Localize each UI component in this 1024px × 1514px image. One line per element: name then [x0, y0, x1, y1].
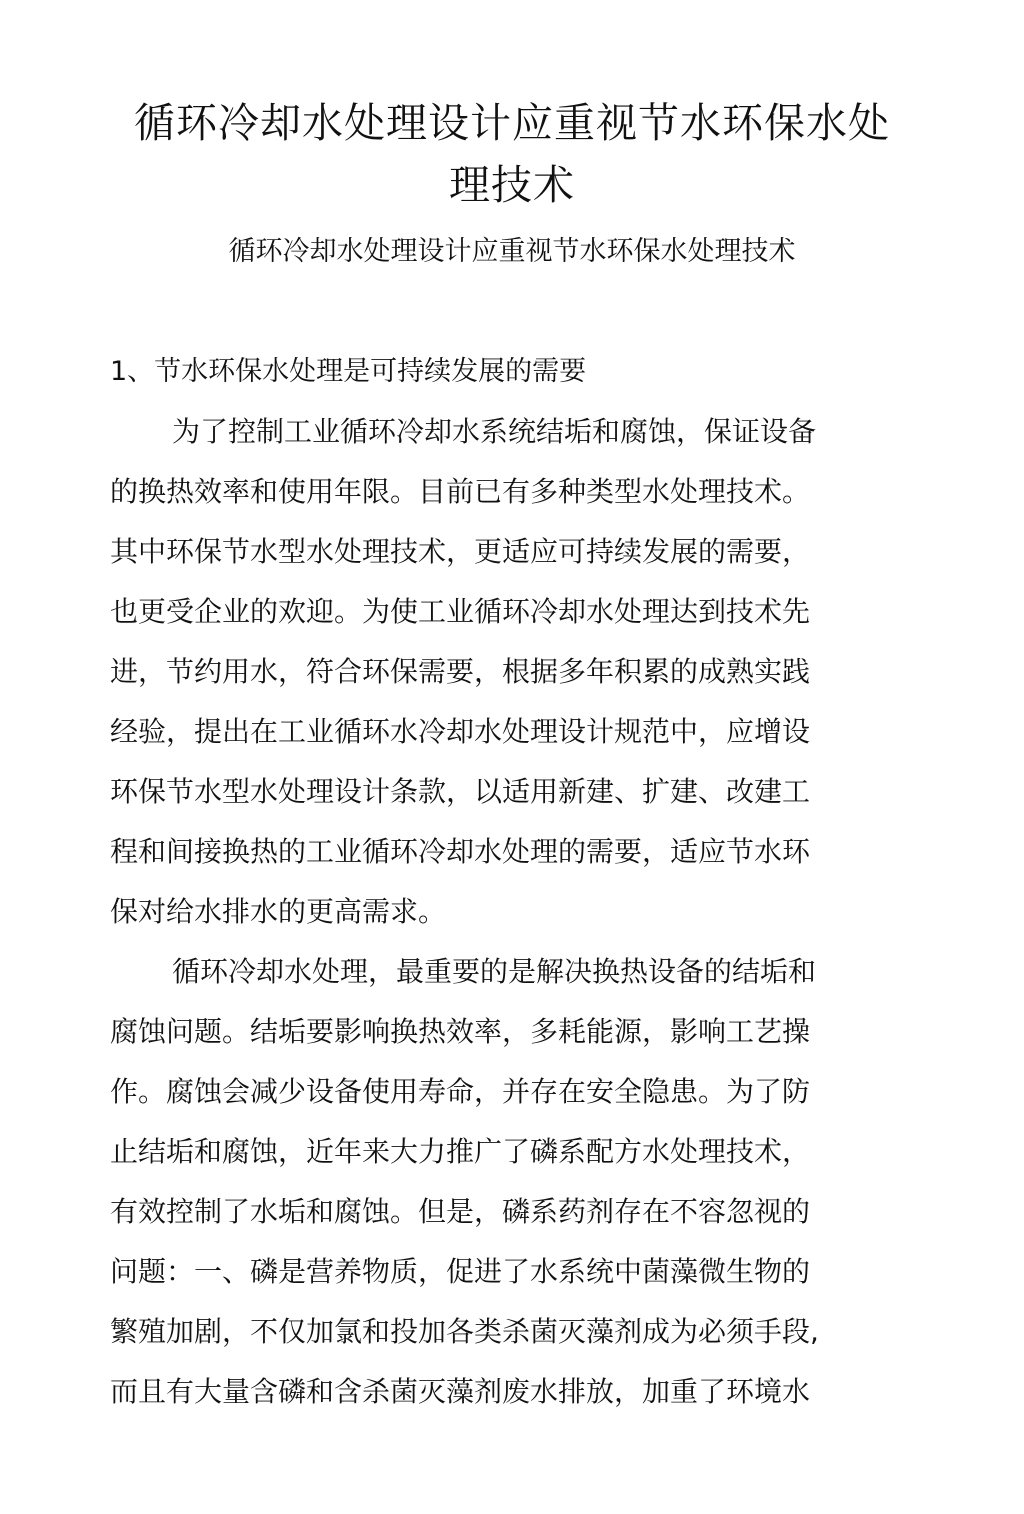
paragraph-1-line: 进，节约用水，符合环保需要，根据多年积累的成熟实践: [110, 655, 811, 688]
paragraph-1-line: 也更受企业的欢迎。为使工业循环冷却水处理达到技术先: [110, 595, 811, 628]
paragraph-2-line: 有效控制了水垢和腐蚀。但是，磷系药剂存在不容忽视的: [110, 1195, 811, 1228]
title-line-1: 循环冷却水处理设计应重视节水环保水处: [134, 99, 890, 147]
paragraph-2-line: 腐蚀问题。结垢要影响换热效率，多耗能源，影响工艺操: [110, 1015, 811, 1048]
document-title: [110, 92, 914, 216]
paragraph-1-line: 环保节水型水处理设计条款，以适用新建、扩建、改建工: [110, 775, 811, 808]
paragraph-2-line: 作。腐蚀会减少设备使用寿命，并存在安全隐患。为了防: [110, 1075, 811, 1108]
paragraph-2-line: 问题：一、磷是营养物质，促进了水系统中菌藻微生物的: [110, 1255, 811, 1288]
paragraph-2-line: 循环冷却水处理，最重要的是解决换热设备的结垢和: [172, 955, 817, 988]
paragraph-2-line: 而且有大量含磷和含杀菌灭藻剂废水排放，加重了环境水: [110, 1375, 811, 1408]
paragraph-1-line: 为了控制工业循环冷却水系统结垢和腐蚀，保证设备: [172, 415, 817, 448]
title-line-2: 理技术: [449, 161, 575, 209]
paragraph-2-line: 止结垢和腐蚀，近年来大力推广了磷系配方水处理技术，: [110, 1135, 811, 1168]
paragraph-2-line: 繁殖加剧，不仅加氯和投加各类杀菌灭藻剂成为必须手段,: [110, 1315, 819, 1348]
paragraph-1-line: 的换热效率和使用年限。目前已有多种类型水处理技术。: [110, 475, 811, 508]
document-subtitle: 循环冷却水处理设计应重视节水环保水处理技术: [228, 236, 796, 267]
section-heading: 1、节水环保水处理是可持续发展的需要: [110, 356, 587, 387]
paragraph-1-line: 经验，提出在工业循环水冷却水处理设计规范中，应增设: [110, 715, 811, 748]
paragraph-1-line: 其中环保节水型水处理技术，更适应可持续发展的需要，: [110, 535, 811, 568]
paragraph-1-line: 程和间接换热的工业循环冷却水处理的需要，适应节水环: [110, 835, 811, 868]
paragraph-1-line: 保对给水排水的更高需求。: [110, 895, 447, 928]
